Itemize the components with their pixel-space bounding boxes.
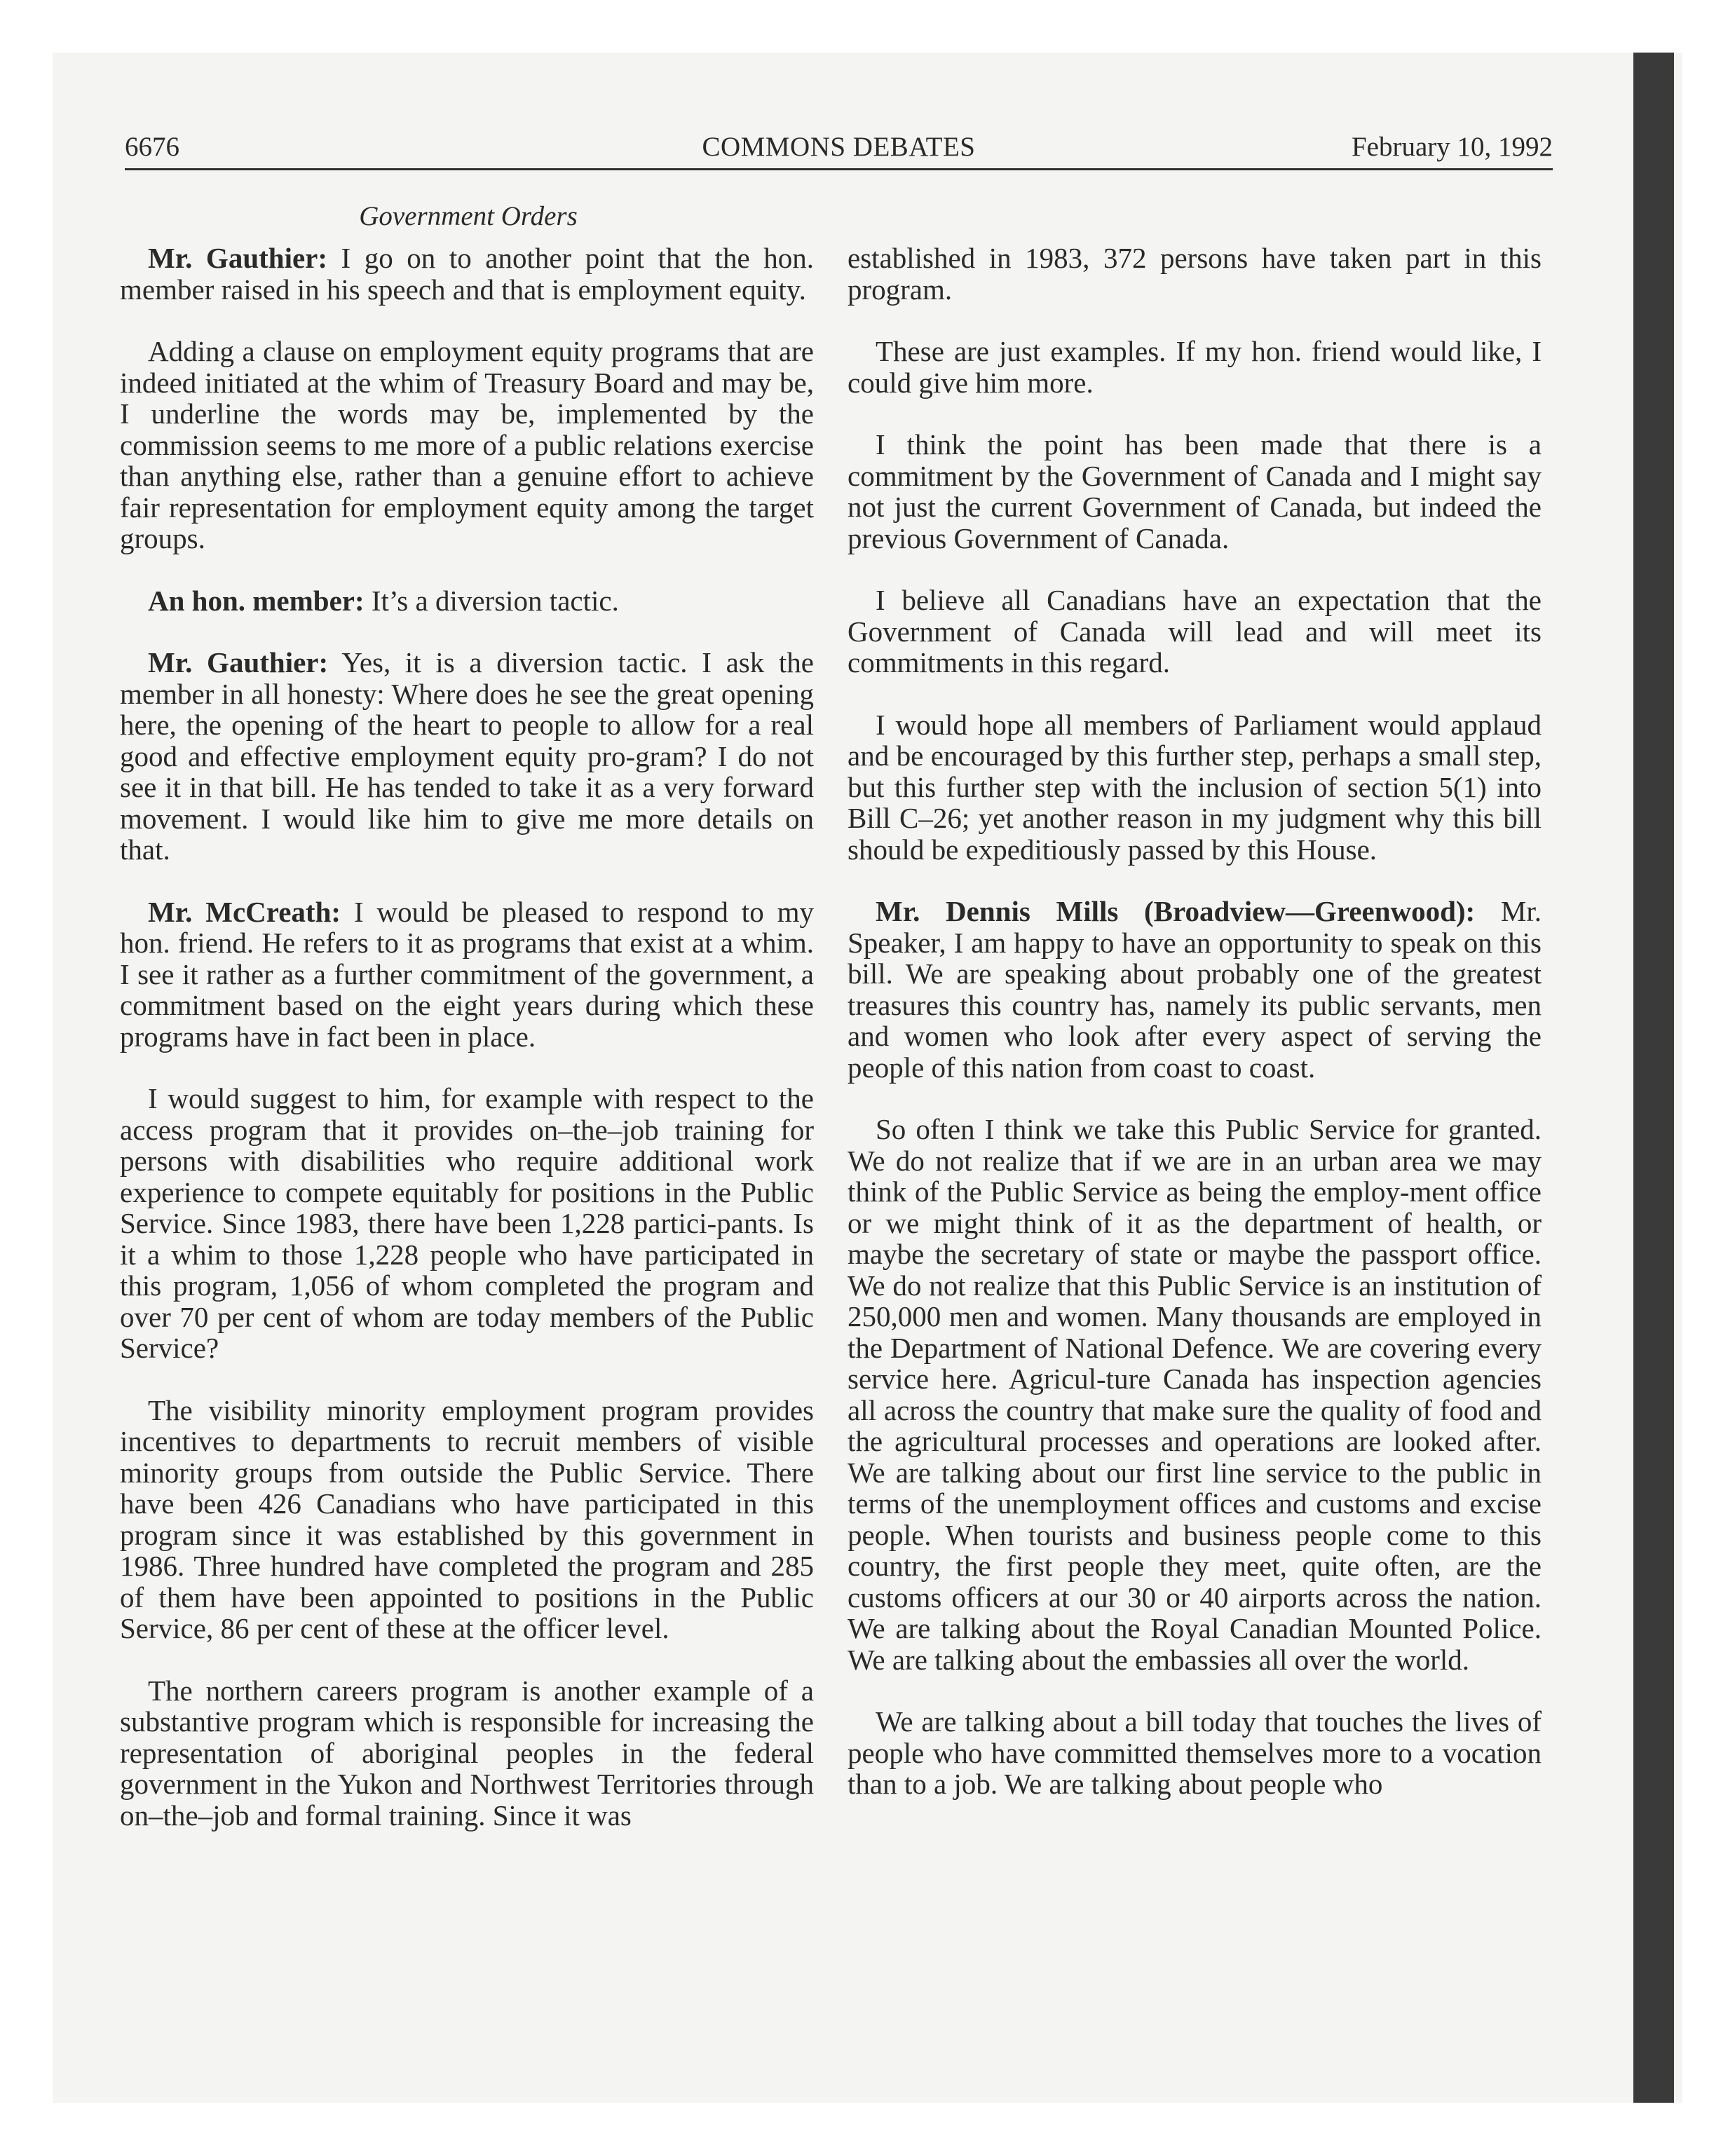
- speaker-name: Mr. Gauthier:: [148, 646, 329, 678]
- paragraph: [120, 1675, 814, 1831]
- right-column: [848, 243, 1542, 1831]
- speaker-name: Mr. Dennis Mills (Broadview—Greenwood):: [876, 895, 1476, 927]
- scan-edge-shadow: [1633, 53, 1674, 2103]
- paragraph: [848, 709, 1542, 866]
- paragraph: [120, 896, 814, 1053]
- paragraph: [848, 429, 1542, 554]
- paragraph-text: Mr. Speaker, I am happy to have an opportunity to speak on this bill. We are speaking about probably one of the greatest treasures this country has, namely its public servants, men and women who look after every aspect of serving the people of this nation from coast to coast.: [848, 895, 1542, 1084]
- page-header: [125, 128, 1553, 170]
- section-label: Government Orders: [359, 201, 578, 231]
- paragraph-text: The northern careers program is another example of a substantive program which is responsible for increasing the representation of aboriginal peoples in the federal government in the Yukon and Northwest Territories through on–the–job and formal training. Since it was: [120, 1674, 814, 1831]
- publication-title: COMMONS DEBATES: [702, 132, 976, 162]
- speaker-name: An hon. member:: [148, 584, 365, 617]
- paragraph-text: I would be pleased to respond to my hon. friend. He refers to it as programs that exist at a whim. I see it rather as a further commitment of the government, a commitment based on the eight years during which these programs have in fact been in place.: [120, 895, 814, 1053]
- paragraph: [848, 896, 1542, 1083]
- paragraph: [848, 1114, 1542, 1675]
- paragraph-text: Yes, it is a diversion tactic. I ask the member in all honesty: Where does he see the great opening here, the opening of the heart to people to allow for a real good and effective employment equity pro-gram? I do not see it in that bill. He has tended to take it as a very forward movement. I would like him to give me more details on that.: [120, 646, 814, 866]
- paragraph-text: established in 1983, 372 persons have taken part in this program.: [848, 242, 1542, 306]
- paragraph: [848, 585, 1542, 678]
- paragraph-text: These are just examples. If my hon. friend would like, I could give him more.: [848, 335, 1542, 399]
- paragraph: [120, 1083, 814, 1364]
- paragraph-text: Adding a clause on employment equity programs that are indeed initiated at the whim of Treasury Board and may be, I underline the words may be, implemented by the commission seems to me more of a public relations exercise than anything else, rather than a genuine effort to achieve fair representation for employment equity among the target groups.: [120, 335, 814, 554]
- paragraph-text: I think the point has been made that there is a commitment by the Government of Canada and I might say not just the current Government of Canada, but indeed the previous Government of Canada.: [848, 428, 1542, 554]
- paragraph: [848, 1706, 1542, 1800]
- paragraph-text: I would suggest to him, for example with respect to the access program that it provides on–the–job training for persons with disabilities who require additional work experience to compete equitably for positions in the Public Service. Since 1983, there have been 1,228 partici-pants. Is it a whim to those 1,228 people who have participated in this program, 1,056 of whom completed the program and over 70 per cent of whom are today members of the Public Service?: [120, 1082, 814, 1364]
- paragraph-text: So often I think we take this Public Service for granted. We do not realize that if we are in an urban area we may think of the Public Service as being the employ-ment office or we might think of it as the department of health, or maybe the secretary of state or maybe the passport office. We do not realize that this Public Service is an institution of 250,000 men and women. Many thousands are employed in the Department of National Defence. We are covering every service here. Agricul-ture Canada has inspection agencies all across the country that make sure the quality of food and the agricultural processes and operations are looked after. We are talking about our first line service to the public in terms of the unemployment offices and customs and excise people. When tourists and business people come to this country, the first people they meet, quite often, are the customs officers at our 30 or 40 airports across the nation. We are talking about the Royal Canadian Mounted Police. We are talking about the embassies all over the world.: [848, 1113, 1542, 1676]
- paragraph: [120, 585, 814, 617]
- paragraph-text: I would hope all members of Parliament would applaud and be encouraged by this further step, perhaps a small step, but this further step with the inclusion of section 5(1) into Bill C–26; yet another reason in my judgment why this bill should be expeditiously passed by this House.: [848, 708, 1542, 866]
- paragraph-text: We are talking about a bill today that touches the lives of people who have committed themselves more to a vocation than to a job. We are talking about people who: [848, 1705, 1542, 1800]
- paragraph-text: The visibility minority employment program provides incentives to departments to recruit members of visible minority groups from outside the Public Service. There have been 426 Canadians who have participated in this program since it was established by this government in 1986. Three hundred have completed the program and 285 of them have been appointed to positions in the Public Service, 86 per cent of these at the officer level.: [120, 1393, 814, 1644]
- paragraph-text: I believe all Canadians have an expectation that the Government of Canada will lead and will meet its commitments in this regard.: [848, 584, 1542, 678]
- left-column: [120, 243, 814, 1862]
- paragraph: [120, 243, 814, 305]
- speaker-name: Mr. Gauthier:: [148, 242, 328, 274]
- paragraph-text: I go on to another point that the hon. member raised in his speech and that is employment equity.: [120, 242, 814, 306]
- paragraph-text: It’s a diversion tactic.: [364, 584, 619, 617]
- paragraph: [120, 1395, 814, 1644]
- paragraph: [848, 336, 1542, 398]
- page-number: 6676: [125, 132, 179, 162]
- paragraph: [120, 336, 814, 554]
- speaker-name: Mr. McCreath:: [148, 895, 341, 928]
- publication-date: February 10, 1992: [1351, 132, 1553, 162]
- paragraph: [120, 647, 814, 866]
- paragraph-continued: [848, 243, 1542, 305]
